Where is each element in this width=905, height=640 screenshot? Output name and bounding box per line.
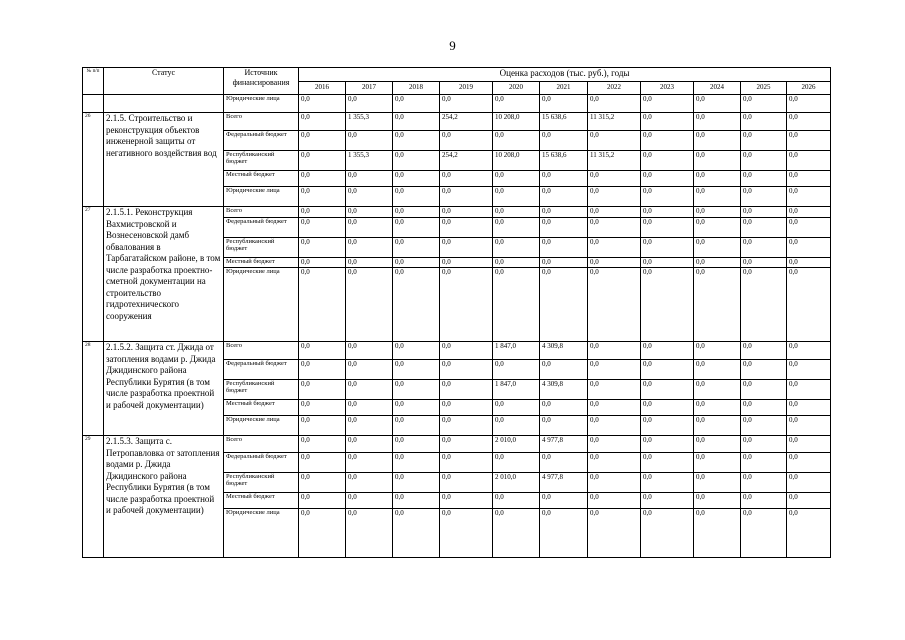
funding-source: Республиканский бюджет	[224, 473, 299, 493]
header-estimate: Оценка расходов (тыс. руб.), годы	[299, 68, 831, 82]
value-cell: 0,0	[694, 258, 741, 268]
value-cell: 0,0	[440, 342, 493, 360]
value-cell: 0,0	[694, 238, 741, 258]
value-cell: 0,0	[787, 187, 831, 207]
value-cell: 0,0	[299, 380, 346, 400]
value-cell: 0,0	[393, 268, 440, 342]
value-cell: 0,0	[641, 218, 694, 238]
value-cell: 0,0	[741, 509, 787, 558]
value-cell: 0,0	[540, 509, 588, 558]
status-text: 2.1.5.3. Защита с. Петропавловка от затопления водами р. Джида Джидинского района Республики Бурятия (в том числе разработка проектной и рабочей документации)	[104, 436, 224, 558]
table-body	[83, 95, 831, 558]
funding-source: Местный бюджет	[224, 400, 299, 416]
value-cell: 0,0	[393, 131, 440, 151]
value-cell: 0,0	[540, 207, 588, 218]
value-cell: 0,0	[641, 187, 694, 207]
value-cell: 0,0	[440, 207, 493, 218]
value-cell: 0,0	[493, 453, 540, 473]
value-cell: 0,0	[346, 131, 393, 151]
value-cell: 0,0	[787, 268, 831, 342]
value-cell: 254,2	[440, 113, 493, 131]
value-cell: 0,0	[393, 218, 440, 238]
value-cell: 0,0	[493, 400, 540, 416]
funding-source: Федеральный бюджет	[224, 360, 299, 380]
value-cell: 0,0	[588, 509, 641, 558]
value-cell: 0,0	[588, 342, 641, 360]
value-cell: 0,0	[588, 360, 641, 380]
header-year: 2019	[440, 82, 493, 95]
table-row	[83, 342, 831, 360]
value-cell: 0,0	[741, 416, 787, 436]
header-num: № п/п	[83, 68, 104, 95]
value-cell: 0,0	[694, 493, 741, 509]
value-cell: 0,0	[346, 453, 393, 473]
value-cell: 0,0	[540, 131, 588, 151]
value-cell: 0,0	[493, 187, 540, 207]
value-cell: 0,0	[493, 258, 540, 268]
value-cell: 0,0	[588, 453, 641, 473]
table-header	[83, 68, 831, 95]
value-cell: 0,0	[694, 453, 741, 473]
value-cell: 0,0	[440, 187, 493, 207]
value-cell: 0,0	[440, 400, 493, 416]
value-cell: 0,0	[641, 493, 694, 509]
value-cell: 0,0	[393, 258, 440, 268]
value-cell: 0,0	[741, 436, 787, 453]
value-cell: 10 208,0	[493, 151, 540, 171]
value-cell: 0,0	[393, 360, 440, 380]
value-cell: 0,0	[694, 151, 741, 171]
value-cell: 0,0	[299, 473, 346, 493]
value-cell: 0,0	[694, 400, 741, 416]
value-cell: 0,0	[641, 238, 694, 258]
value-cell: 0,0	[641, 400, 694, 416]
value-cell: 0,0	[299, 171, 346, 187]
value-cell: 0,0	[346, 342, 393, 360]
budget-table	[82, 67, 831, 558]
value-cell: 0,0	[741, 238, 787, 258]
value-cell: 0,0	[540, 493, 588, 509]
funding-source: Всего	[224, 113, 299, 131]
value-cell: 0,0	[299, 400, 346, 416]
value-cell: 0,0	[493, 131, 540, 151]
funding-source: Всего	[224, 207, 299, 218]
value-cell: 4 309,8	[540, 380, 588, 400]
value-cell: 0,0	[440, 171, 493, 187]
value-cell: 0,0	[787, 400, 831, 416]
value-cell: 0,0	[346, 509, 393, 558]
value-cell: 0,0	[346, 473, 393, 493]
value-cell: 0,0	[346, 493, 393, 509]
header-year: 2017	[346, 82, 393, 95]
value-cell: 0,0	[641, 509, 694, 558]
funding-source: Республиканский бюджет	[224, 151, 299, 171]
value-cell: 0,0	[299, 268, 346, 342]
value-cell: 0,0	[787, 151, 831, 171]
value-cell: 0,0	[588, 416, 641, 436]
value-cell: 0,0	[588, 207, 641, 218]
value-cell: 0,0	[641, 416, 694, 436]
header-year: 2024	[694, 82, 741, 95]
value-cell: 0,0	[440, 360, 493, 380]
value-cell: 0,0	[346, 207, 393, 218]
value-cell: 0,0	[440, 380, 493, 400]
value-cell: 0,0	[588, 238, 641, 258]
value-cell: 0,0	[694, 268, 741, 342]
page-number: 9	[449, 38, 456, 53]
value-cell: 4 977,8	[540, 473, 588, 493]
value-cell: 0,0	[787, 258, 831, 268]
value-cell: 0,0	[741, 131, 787, 151]
value-cell: 0,0	[787, 207, 831, 218]
funding-source: Всего	[224, 342, 299, 360]
value-cell: 0,0	[393, 509, 440, 558]
value-cell: 0,0	[641, 207, 694, 218]
value-cell: 0,0	[588, 380, 641, 400]
value-cell: 0,0	[299, 258, 346, 268]
value-cell: 1 355,3	[346, 113, 393, 131]
value-cell: 0,0	[440, 493, 493, 509]
value-cell: 2 010,0	[493, 473, 540, 493]
value-cell: 0,0	[641, 131, 694, 151]
value-cell: 0,0	[393, 436, 440, 453]
value-cell: 0,0	[493, 207, 540, 218]
value-cell: 0,0	[393, 113, 440, 131]
value-cell: 1 847,0	[493, 380, 540, 400]
value-cell: 0,0	[641, 268, 694, 342]
value-cell: 0,0	[641, 258, 694, 268]
value-cell: 2 010,0	[493, 436, 540, 453]
status-cell	[104, 95, 224, 113]
value-cell: 0,0	[588, 436, 641, 453]
status-text: 2.1.5.1. Реконструкция Вахмистровской и Вознесеновской дамб обвалования в Тарбагатайском районе, в том числе разработка проектно-сметной документации на строительство гидротехнического сооружения	[104, 207, 224, 342]
row-number: 27	[83, 207, 104, 342]
value-cell: 0,0	[787, 95, 831, 113]
value-cell: 0,0	[346, 380, 393, 400]
value-cell: 0,0	[787, 380, 831, 400]
funding-source: Местный бюджет	[224, 493, 299, 509]
value-cell: 0,0	[694, 131, 741, 151]
value-cell: 0,0	[641, 473, 694, 493]
value-cell: 0,0	[641, 360, 694, 380]
value-cell: 0,0	[787, 416, 831, 436]
value-cell: 0,0	[393, 493, 440, 509]
value-cell: 0,0	[588, 473, 641, 493]
value-cell: 0,0	[299, 113, 346, 131]
row-number: 29	[83, 436, 104, 558]
value-cell: 0,0	[540, 238, 588, 258]
value-cell: 0,0	[299, 453, 346, 473]
num-cell	[83, 95, 104, 113]
value-cell: 0,0	[540, 187, 588, 207]
value-cell: 0,0	[440, 436, 493, 453]
value-cell: 0,0	[694, 509, 741, 558]
table-row	[83, 95, 831, 113]
value-cell: 0,0	[540, 258, 588, 268]
value-cell: 0,0	[588, 493, 641, 509]
header-year: 2016	[299, 82, 346, 95]
value-cell: 0,0	[540, 268, 588, 342]
value-cell: 0,0	[741, 473, 787, 493]
value-cell: 0,0	[346, 416, 393, 436]
value-cell: 0,0	[694, 436, 741, 453]
header-year: 2023	[641, 82, 694, 95]
value-cell: 4 309,8	[540, 342, 588, 360]
value-cell: 0,0	[588, 400, 641, 416]
value-cell: 0,0	[787, 509, 831, 558]
value-cell: 0,0	[787, 436, 831, 453]
value-cell: 0,0	[346, 400, 393, 416]
value-cell: 0,0	[641, 380, 694, 400]
value-cell: 0,0	[393, 453, 440, 473]
value-cell: 0,0	[493, 95, 540, 113]
funding-source: Федеральный бюджет	[224, 218, 299, 238]
value-cell: 0,0	[393, 171, 440, 187]
value-cell: 10 208,0	[493, 113, 540, 131]
funding-source: Юридические лица	[224, 187, 299, 207]
funding-source: Юридические лица	[224, 416, 299, 436]
value-cell: 0,0	[299, 131, 346, 151]
value-cell: 0,0	[393, 473, 440, 493]
value-cell: 0,0	[493, 509, 540, 558]
value-cell: 0,0	[741, 268, 787, 342]
value-cell: 0,0	[787, 113, 831, 131]
header-year: 2026	[787, 82, 831, 95]
value-cell: 1 355,3	[346, 151, 393, 171]
value-cell: 0,0	[588, 171, 641, 187]
value-cell: 0,0	[588, 258, 641, 268]
value-cell: 0,0	[299, 436, 346, 453]
value-cell: 0,0	[641, 436, 694, 453]
source-cell: Юридические лица	[224, 95, 299, 113]
funding-source: Федеральный бюджет	[224, 131, 299, 151]
value-cell: 0,0	[540, 400, 588, 416]
value-cell: 0,0	[694, 187, 741, 207]
header-year: 2025	[741, 82, 787, 95]
value-cell: 0,0	[346, 238, 393, 258]
value-cell: 0,0	[787, 131, 831, 151]
value-cell: 0,0	[393, 238, 440, 258]
funding-source: Юридические лица	[224, 509, 299, 558]
value-cell: 0,0	[393, 416, 440, 436]
table-row	[83, 113, 831, 131]
funding-source: Местный бюджет	[224, 171, 299, 187]
value-cell: 0,0	[694, 218, 741, 238]
value-cell: 0,0	[540, 218, 588, 238]
value-cell: 0,0	[741, 493, 787, 509]
value-cell: 0,0	[641, 342, 694, 360]
header-year: 2022	[588, 82, 641, 95]
value-cell: 0,0	[641, 95, 694, 113]
value-cell: 1 847,0	[493, 342, 540, 360]
value-cell: 0,0	[787, 238, 831, 258]
value-cell: 0,0	[741, 171, 787, 187]
value-cell: 15 638,6	[540, 113, 588, 131]
value-cell: 0,0	[393, 342, 440, 360]
value-cell: 0,0	[694, 473, 741, 493]
value-cell: 0,0	[393, 95, 440, 113]
value-cell: 254,2	[440, 151, 493, 171]
header-status: Статус	[104, 68, 224, 95]
value-cell: 0,0	[299, 342, 346, 360]
value-cell: 0,0	[299, 509, 346, 558]
value-cell: 0,0	[694, 207, 741, 218]
value-cell: 0,0	[540, 416, 588, 436]
value-cell: 0,0	[346, 436, 393, 453]
value-cell: 0,0	[540, 453, 588, 473]
value-cell: 0,0	[588, 131, 641, 151]
value-cell: 0,0	[299, 416, 346, 436]
value-cell: 0,0	[493, 218, 540, 238]
value-cell: 0,0	[694, 380, 741, 400]
value-cell: 0,0	[694, 342, 741, 360]
value-cell: 0,0	[440, 238, 493, 258]
value-cell: 0,0	[741, 187, 787, 207]
value-cell: 0,0	[299, 151, 346, 171]
value-cell: 0,0	[787, 218, 831, 238]
value-cell: 0,0	[694, 95, 741, 113]
funding-source: Всего	[224, 436, 299, 453]
value-cell: 0,0	[299, 360, 346, 380]
value-cell: 0,0	[588, 268, 641, 342]
value-cell: 4 977,8	[540, 436, 588, 453]
value-cell: 0,0	[346, 95, 393, 113]
value-cell: 0,0	[493, 493, 540, 509]
value-cell: 0,0	[440, 131, 493, 151]
value-cell: 0,0	[741, 400, 787, 416]
value-cell: 0,0	[346, 171, 393, 187]
value-cell: 0,0	[540, 360, 588, 380]
row-number: 26	[83, 113, 104, 207]
value-cell: 0,0	[493, 268, 540, 342]
value-cell: 0,0	[393, 187, 440, 207]
value-cell: 0,0	[440, 258, 493, 268]
value-cell: 0,0	[787, 171, 831, 187]
value-cell: 0,0	[694, 113, 741, 131]
value-cell: 0,0	[741, 453, 787, 473]
value-cell: 0,0	[299, 218, 346, 238]
value-cell: 0,0	[440, 453, 493, 473]
value-cell: 0,0	[299, 187, 346, 207]
value-cell: 0,0	[741, 207, 787, 218]
value-cell: 0,0	[440, 218, 493, 238]
value-cell: 0,0	[346, 360, 393, 380]
value-cell: 0,0	[641, 453, 694, 473]
value-cell: 0,0	[540, 95, 588, 113]
funding-source: Республиканский бюджет	[224, 238, 299, 258]
value-cell: 0,0	[493, 238, 540, 258]
value-cell: 0,0	[741, 360, 787, 380]
value-cell: 0,0	[741, 95, 787, 113]
value-cell: 0,0	[641, 113, 694, 131]
funding-source: Местный бюджет	[224, 258, 299, 268]
header-year: 2021	[540, 82, 588, 95]
value-cell: 0,0	[393, 207, 440, 218]
value-cell: 0,0	[741, 342, 787, 360]
value-cell: 0,0	[741, 151, 787, 171]
value-cell: 0,0	[694, 171, 741, 187]
value-cell: 0,0	[493, 171, 540, 187]
value-cell: 0,0	[787, 473, 831, 493]
value-cell: 0,0	[787, 360, 831, 380]
funding-source: Федеральный бюджет	[224, 453, 299, 473]
value-cell: 0,0	[787, 453, 831, 473]
value-cell: 0,0	[741, 218, 787, 238]
status-text: 2.1.5.2. Защита ст. Джида от затопления водами р. Джида Джидинского района Республики Бурятия (в том числе разработка проектной и рабочей документации)	[104, 342, 224, 436]
header-year: 2018	[393, 82, 440, 95]
value-cell: 0,0	[440, 268, 493, 342]
value-cell: 0,0	[393, 380, 440, 400]
value-cell: 0,0	[440, 416, 493, 436]
value-cell: 0,0	[299, 207, 346, 218]
value-cell: 11 315,2	[588, 113, 641, 131]
value-cell: 0,0	[440, 473, 493, 493]
value-cell: 0,0	[741, 380, 787, 400]
value-cell: 0,0	[493, 416, 540, 436]
table-row	[83, 436, 831, 453]
funding-source: Республиканский бюджет	[224, 380, 299, 400]
value-cell: 0,0	[346, 258, 393, 268]
value-cell: 0,0	[588, 187, 641, 207]
value-cell: 0,0	[346, 187, 393, 207]
value-cell: 0,0	[393, 400, 440, 416]
value-cell: 0,0	[299, 238, 346, 258]
value-cell: 0,0	[540, 171, 588, 187]
header-year: 2020	[493, 82, 540, 95]
value-cell: 0,0	[588, 95, 641, 113]
header-source: Источник финансирования	[224, 68, 299, 95]
value-cell: 0,0	[299, 493, 346, 509]
value-cell: 0,0	[393, 151, 440, 171]
value-cell: 0,0	[694, 416, 741, 436]
status-text: 2.1.5. Строительство и реконструкция объектов инженерной защиты от негативного воздействия вод	[104, 113, 224, 207]
value-cell: 0,0	[346, 268, 393, 342]
funding-source: Юридические лица	[224, 268, 299, 342]
value-cell: 11 315,2	[588, 151, 641, 171]
value-cell: 0,0	[346, 218, 393, 238]
value-cell: 0,0	[299, 95, 346, 113]
value-cell: 0,0	[641, 151, 694, 171]
value-cell: 0,0	[741, 258, 787, 268]
value-cell: 0,0	[440, 509, 493, 558]
row-number: 28	[83, 342, 104, 436]
value-cell: 15 638,6	[540, 151, 588, 171]
value-cell: 0,0	[641, 171, 694, 187]
value-cell: 0,0	[440, 95, 493, 113]
value-cell: 0,0	[493, 360, 540, 380]
table-row	[83, 207, 831, 218]
value-cell: 0,0	[694, 360, 741, 380]
value-cell: 0,0	[588, 218, 641, 238]
value-cell: 0,0	[787, 493, 831, 509]
value-cell: 0,0	[787, 342, 831, 360]
value-cell: 0,0	[741, 113, 787, 131]
